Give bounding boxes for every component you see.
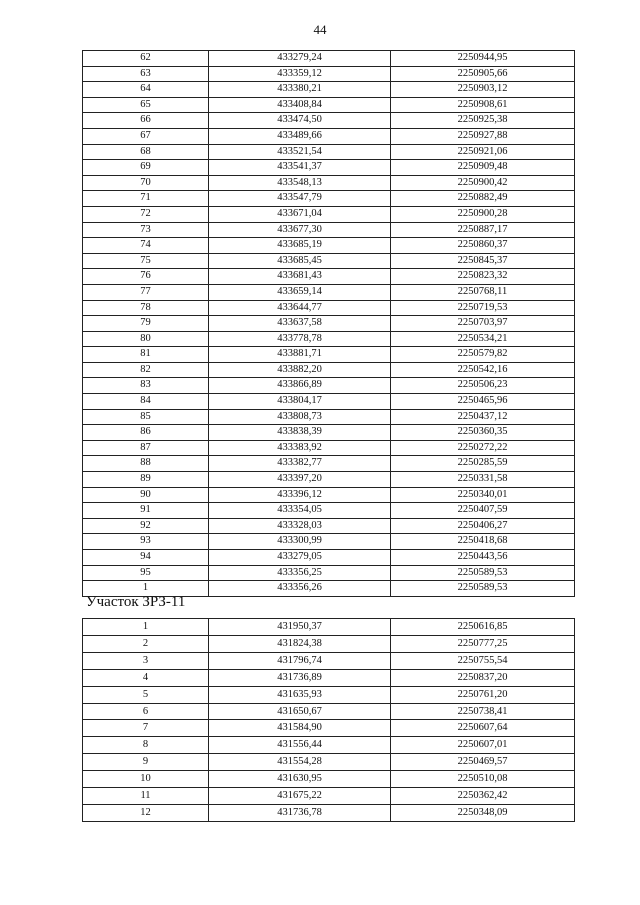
point-number-cell: 91 [83,503,209,519]
x-coordinate-cell: 433677,30 [209,222,391,238]
y-coordinate-cell: 2250882,49 [391,191,575,207]
coordinates-table-1 [82,50,575,597]
table-row [83,394,575,410]
table-row [83,97,575,113]
x-coordinate-cell: 433380,21 [209,82,391,98]
y-coordinate-cell: 2250340,01 [391,487,575,503]
y-coordinate-cell: 2250900,28 [391,206,575,222]
x-coordinate-cell: 433396,12 [209,487,391,503]
x-coordinate-cell: 433474,50 [209,113,391,129]
table-row [83,518,575,534]
x-coordinate-cell: 433300,99 [209,534,391,550]
x-coordinate-cell: 433279,05 [209,550,391,566]
x-coordinate-cell: 433681,43 [209,269,391,285]
table-row [83,51,575,67]
table-row [83,472,575,488]
point-number-cell: 7 [83,720,209,737]
x-coordinate-cell: 433408,84 [209,97,391,113]
table-row [83,253,575,269]
table-row [83,804,575,821]
point-number-cell: 12 [83,804,209,821]
page-number: 44 [313,22,327,37]
table-row [83,347,575,363]
x-coordinate-cell: 431630,95 [209,771,391,788]
y-coordinate-cell: 2250860,37 [391,238,575,254]
table-row [83,300,575,316]
y-coordinate-cell: 2250900,42 [391,175,575,191]
y-coordinate-cell: 2250407,59 [391,503,575,519]
table-row [83,160,575,176]
x-coordinate-cell: 433671,04 [209,206,391,222]
table-row [83,362,575,378]
y-coordinate-cell: 2250909,48 [391,160,575,176]
y-coordinate-cell: 2250506,23 [391,378,575,394]
x-coordinate-cell: 433489,66 [209,128,391,144]
table-row [83,619,575,636]
table-row [83,82,575,98]
point-number-cell: 2 [83,635,209,652]
table-row [83,440,575,456]
point-number-cell: 75 [83,253,209,269]
y-coordinate-cell: 2250510,08 [391,771,575,788]
table-row [83,144,575,160]
y-coordinate-cell: 2250903,12 [391,82,575,98]
point-number-cell: 71 [83,191,209,207]
y-coordinate-cell: 2250768,11 [391,284,575,300]
table-row [83,503,575,519]
point-number-cell: 73 [83,222,209,238]
y-coordinate-cell: 2250360,35 [391,425,575,441]
y-coordinate-cell: 2250437,12 [391,409,575,425]
point-number-cell: 81 [83,347,209,363]
x-coordinate-cell: 433685,45 [209,253,391,269]
x-coordinate-cell: 431675,22 [209,788,391,805]
point-number-cell: 9 [83,754,209,771]
point-number-cell: 84 [83,394,209,410]
point-number-cell: 86 [83,425,209,441]
point-number-cell: 90 [83,487,209,503]
y-coordinate-cell: 2250607,64 [391,720,575,737]
table-row [83,331,575,347]
table-row [83,191,575,207]
y-coordinate-cell: 2250465,96 [391,394,575,410]
table-row [83,534,575,550]
y-coordinate-cell: 2250418,68 [391,534,575,550]
point-number-cell: 76 [83,269,209,285]
table-row [83,720,575,737]
y-coordinate-cell: 2250285,59 [391,456,575,472]
x-coordinate-cell: 433637,58 [209,316,391,332]
table-row [83,378,575,394]
x-coordinate-cell: 433866,89 [209,378,391,394]
x-coordinate-cell: 433328,03 [209,518,391,534]
point-number-cell: 85 [83,409,209,425]
y-coordinate-cell: 2250469,57 [391,754,575,771]
table-row [83,206,575,222]
table-row [83,669,575,686]
y-coordinate-cell: 2250406,27 [391,518,575,534]
point-number-cell: 82 [83,362,209,378]
x-coordinate-cell: 431736,78 [209,804,391,821]
point-number-cell: 80 [83,331,209,347]
x-coordinate-cell: 433804,17 [209,394,391,410]
table-row [83,487,575,503]
point-number-cell: 69 [83,160,209,176]
table-row [83,771,575,788]
x-coordinate-cell: 433359,12 [209,66,391,82]
x-coordinate-cell: 433356,25 [209,565,391,581]
y-coordinate-cell: 2250887,17 [391,222,575,238]
y-coordinate-cell: 2250348,09 [391,804,575,821]
table-row [83,754,575,771]
point-number-cell: 11 [83,788,209,805]
x-coordinate-cell: 433881,71 [209,347,391,363]
table-row [83,703,575,720]
x-coordinate-cell: 433383,92 [209,440,391,456]
y-coordinate-cell: 2250755,54 [391,652,575,669]
table-row [83,635,575,652]
point-number-cell: 63 [83,66,209,82]
x-coordinate-cell: 433354,05 [209,503,391,519]
point-number-cell: 3 [83,652,209,669]
y-coordinate-cell: 2250927,88 [391,128,575,144]
y-coordinate-cell: 2250823,32 [391,269,575,285]
y-coordinate-cell: 2250272,22 [391,440,575,456]
coordinates-table-2 [82,618,575,822]
x-coordinate-cell: 431950,37 [209,619,391,636]
table-row [83,409,575,425]
x-coordinate-cell: 433644,77 [209,300,391,316]
point-number-cell: 95 [83,565,209,581]
point-number-cell: 4 [83,669,209,686]
x-coordinate-cell: 433548,13 [209,175,391,191]
y-coordinate-cell: 2250607,01 [391,737,575,754]
y-coordinate-cell: 2250905,66 [391,66,575,82]
table-row [83,66,575,82]
point-number-cell: 1 [83,619,209,636]
point-number-cell: 5 [83,686,209,703]
y-coordinate-cell: 2250579,82 [391,347,575,363]
x-coordinate-cell: 431556,44 [209,737,391,754]
point-number-cell: 89 [83,472,209,488]
point-number-cell: 68 [83,144,209,160]
y-coordinate-cell: 2250703,97 [391,316,575,332]
x-coordinate-cell: 431554,28 [209,754,391,771]
y-coordinate-cell: 2250589,53 [391,581,575,597]
x-coordinate-cell: 431736,89 [209,669,391,686]
table-row [83,269,575,285]
x-coordinate-cell: 431584,90 [209,720,391,737]
point-number-cell: 72 [83,206,209,222]
point-number-cell: 94 [83,550,209,566]
point-number-cell: 70 [83,175,209,191]
x-coordinate-cell: 433397,20 [209,472,391,488]
y-coordinate-cell: 2250443,56 [391,550,575,566]
y-coordinate-cell: 2250944,95 [391,51,575,67]
x-coordinate-cell: 433685,19 [209,238,391,254]
y-coordinate-cell: 2250534,21 [391,331,575,347]
y-coordinate-cell: 2250777,25 [391,635,575,652]
x-coordinate-cell: 433659,14 [209,284,391,300]
y-coordinate-cell: 2250331,58 [391,472,575,488]
y-coordinate-cell: 2250719,53 [391,300,575,316]
table-row [83,284,575,300]
table-row [83,652,575,669]
x-coordinate-cell: 433778,78 [209,331,391,347]
y-coordinate-cell: 2250738,41 [391,703,575,720]
table-row [83,456,575,472]
x-coordinate-cell: 433547,79 [209,191,391,207]
x-coordinate-cell: 433838,39 [209,425,391,441]
table-row [83,316,575,332]
y-coordinate-cell: 2250616,85 [391,619,575,636]
y-coordinate-cell: 2250362,42 [391,788,575,805]
table-row [83,550,575,566]
x-coordinate-cell: 433356,26 [209,581,391,597]
point-number-cell: 62 [83,51,209,67]
table-row [83,113,575,129]
x-coordinate-cell: 433808,73 [209,409,391,425]
table-row [83,175,575,191]
point-number-cell: 87 [83,440,209,456]
y-coordinate-cell: 2250761,20 [391,686,575,703]
point-number-cell: 92 [83,518,209,534]
table-row [83,425,575,441]
point-number-cell: 74 [83,238,209,254]
x-coordinate-cell: 433382,77 [209,456,391,472]
table-row [83,686,575,703]
y-coordinate-cell: 2250542,16 [391,362,575,378]
y-coordinate-cell: 2250925,38 [391,113,575,129]
point-number-cell: 66 [83,113,209,129]
point-number-cell: 67 [83,128,209,144]
table-row [83,788,575,805]
table-row [83,737,575,754]
x-coordinate-cell: 433279,24 [209,51,391,67]
point-number-cell: 6 [83,703,209,720]
table-row [83,565,575,581]
table-row [83,128,575,144]
x-coordinate-cell: 431824,38 [209,635,391,652]
point-number-cell: 78 [83,300,209,316]
point-number-cell: 83 [83,378,209,394]
x-coordinate-cell: 431635,93 [209,686,391,703]
table-row [83,222,575,238]
y-coordinate-cell: 2250589,53 [391,565,575,581]
point-number-cell: 8 [83,737,209,754]
point-number-cell: 88 [83,456,209,472]
x-coordinate-cell: 433541,37 [209,160,391,176]
table-row [83,238,575,254]
point-number-cell: 1 [83,581,209,597]
point-number-cell: 79 [83,316,209,332]
point-number-cell: 65 [83,97,209,113]
y-coordinate-cell: 2250921,06 [391,144,575,160]
x-coordinate-cell: 433521,54 [209,144,391,160]
x-coordinate-cell: 431796,74 [209,652,391,669]
point-number-cell: 10 [83,771,209,788]
y-coordinate-cell: 2250845,37 [391,253,575,269]
point-number-cell: 93 [83,534,209,550]
x-coordinate-cell: 431650,67 [209,703,391,720]
y-coordinate-cell: 2250908,61 [391,97,575,113]
point-number-cell: 77 [83,284,209,300]
section-title: Участок ЗРЗ-11 [86,594,186,610]
point-number-cell: 64 [83,82,209,98]
x-coordinate-cell: 433882,20 [209,362,391,378]
y-coordinate-cell: 2250837,20 [391,669,575,686]
